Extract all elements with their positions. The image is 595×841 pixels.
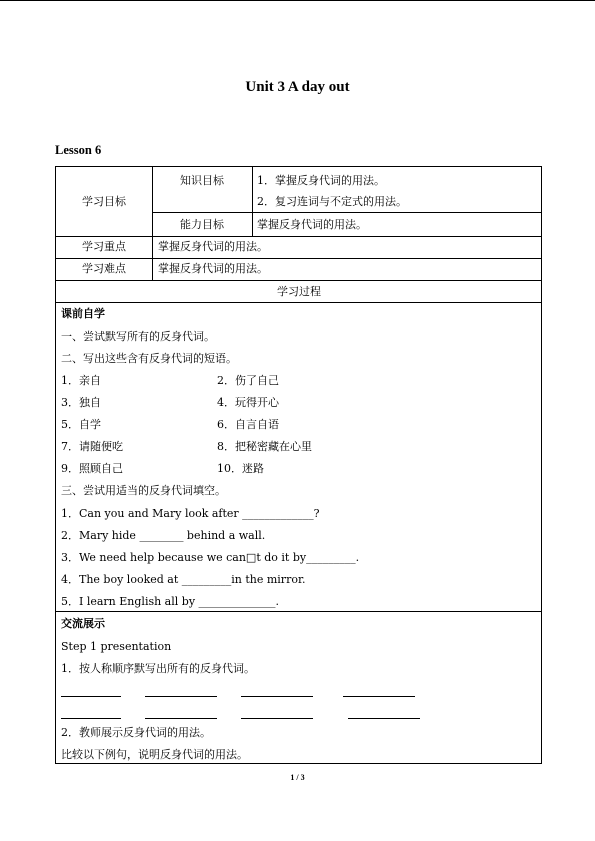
answer-blank[interactable] (241, 696, 313, 697)
phrase-item: 3．独自 (61, 396, 101, 409)
answer-blank[interactable] (61, 696, 121, 697)
exchange-item-2: 2．教师展示反身代词的用法。 (61, 726, 211, 739)
answer-blank[interactable] (343, 696, 415, 697)
fill-sentence: 3．We need help because we can□t do it by_________. (61, 551, 360, 564)
ability-goal-label: 能力目标 (180, 218, 224, 231)
phrase-item: 1．亲自 (61, 374, 101, 387)
objectives-table (55, 166, 542, 303)
process-label: 学习过程 (277, 285, 321, 298)
preview-section (55, 302, 542, 612)
phrase-item: 7．请随便吃 (61, 440, 123, 453)
exchange-item-1: 1．按人称顺序默写出所有的反身代词。 (61, 662, 255, 675)
knowledge-goal-2: 2．复习连词与不定式的用法。 (257, 195, 407, 208)
exchange-section (55, 611, 542, 764)
objectives-row-label: 学习目标 (82, 195, 126, 208)
exchange-item-3: 比较以下例句，说明反身代词的用法。 (61, 748, 248, 761)
phrase-item: 2．伤了自己 (217, 374, 279, 387)
exchange-step: Step 1 presentation (61, 640, 172, 653)
phrase-item: 10．迷路 (217, 462, 264, 475)
phrase-item: 4．玩得开心 (217, 396, 279, 409)
ability-goal-text: 掌握反身代词的用法。 (257, 218, 367, 231)
fill-sentence: 1．Can you and Mary look after _____________? (61, 507, 320, 520)
lesson-heading: Lesson 6 (55, 143, 102, 157)
exchange-heading: 交流展示 (61, 617, 105, 630)
phrase-item: 8．把秘密藏在心里 (217, 440, 312, 453)
answer-blank[interactable] (348, 718, 420, 719)
fill-sentence: 4．The boy looked at _________in the mirror. (61, 573, 306, 586)
answer-blank[interactable] (61, 718, 121, 719)
key-point-label: 学习重点 (82, 240, 126, 253)
fill-sentence: 2．Mary hide ________ behind a wall. (61, 529, 266, 542)
page-number: 1 / 3 (290, 773, 305, 782)
knowledge-goal-1: 1．掌握反身代词的用法。 (257, 174, 385, 187)
answer-blank[interactable] (145, 718, 217, 719)
fill-sentence: 5．I learn English all by ______________. (61, 595, 280, 608)
preview-heading: 课前自学 (61, 307, 105, 320)
answer-blank[interactable] (241, 718, 313, 719)
preview-task-2: 二、写出这些含有反身代词的短语。 (61, 352, 237, 365)
preview-task-1: 一、尝试默写所有的反身代词。 (61, 330, 215, 343)
phrase-item: 6．自言自语 (217, 418, 279, 431)
page-title: Unit 3 A day out (245, 79, 350, 95)
answer-blank[interactable] (145, 696, 217, 697)
difficulty-text: 掌握反身代词的用法。 (158, 262, 268, 275)
key-point-text: 掌握反身代词的用法。 (158, 240, 268, 253)
knowledge-goal-label: 知识目标 (180, 174, 224, 187)
page-top-rule (0, 0, 595, 1)
phrase-item: 9．照顾自己 (61, 462, 123, 475)
preview-task-3: 三、尝试用适当的反身代词填空。 (61, 484, 226, 497)
difficulty-label: 学习难点 (82, 262, 126, 275)
phrase-item: 5．自学 (61, 418, 101, 431)
